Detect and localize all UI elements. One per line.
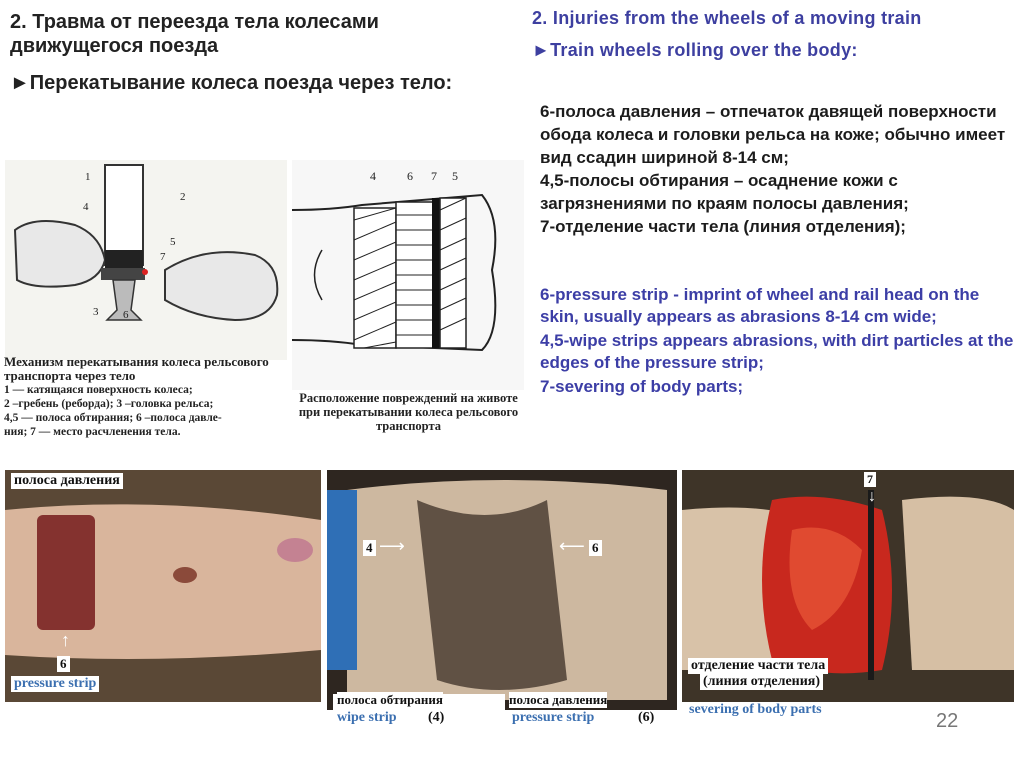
photo-torso-image <box>327 470 677 710</box>
diagram-number: 5 <box>452 169 458 183</box>
diagram-number: 2 <box>180 191 186 203</box>
left-caption-title: Механизм перекатывания колеса рельсового транспорта через тело <box>4 354 269 383</box>
abdomen-injury-diagram <box>292 160 524 390</box>
photo-pressure-strip <box>5 470 321 702</box>
diagram-number: 7 <box>160 251 166 263</box>
ru-desc-item: 7-отделение части тела (линия отделения); <box>540 217 906 236</box>
photo2-label-left-ru: полоса обтирания <box>337 692 443 707</box>
diagram-number: 1 <box>85 171 91 183</box>
ru-desc-item: 6-полоса давления – отпечаток давящей поверхности обода колеса и головки рельса на коже; обычно имеет вид ссадин шириной 8-14 см; <box>540 102 1006 167</box>
left-caption-line: 2 –гребень (реборда); 3 –головка рельса; <box>4 398 214 410</box>
severing-line-7 <box>432 198 440 348</box>
photo3-number: 7 <box>864 472 876 487</box>
diagram-number: 4 <box>370 169 376 183</box>
diagram-number: 6 <box>123 309 129 321</box>
left-caption-line: ния; 7 — место расчленения тела. <box>4 426 181 438</box>
left-diagram-caption <box>4 355 289 439</box>
left-caption-line: 4,5 — полоса обтирания; 6 –полоса давле- <box>4 412 222 424</box>
en-title: 2. Injuries from the wheels of a moving train <box>532 8 922 28</box>
left-arrow-icon: ⟵ <box>559 536 585 556</box>
diagram-number: 3 <box>93 306 99 318</box>
en-desc-item: 4,5-wipe strips appears abrasions, with dirt particles at the edges of the pressure strip; <box>540 331 1014 372</box>
photo2-number-right: 6 <box>589 540 602 556</box>
diagram-number: 7 <box>431 169 437 183</box>
ru-description <box>540 100 1020 238</box>
photo-severing <box>682 470 1014 702</box>
ru-title: 2. Травма от переезда тела колесами движущегося поезда <box>10 11 379 57</box>
right-arrow-icon: ⟶ <box>379 536 405 556</box>
right-diagram-caption: Расположение повреждений на животе при перекатывании колеса рельсового транспорта <box>298 391 519 433</box>
up-arrow-icon: ↑ <box>61 630 70 650</box>
photo-leg-image <box>5 470 321 702</box>
wheel-mechanism-diagram <box>5 160 287 360</box>
photo2-number-left: 4 <box>363 540 376 556</box>
en-desc-item: 7-severing of body parts; <box>540 377 744 396</box>
left-caption-line: 1 — катящаяся поверхность колеса; <box>4 384 193 396</box>
diagram-number: 4 <box>83 201 89 213</box>
photo2-label-left-en: wipe strip <box>337 710 397 725</box>
photo1-bottom-label: pressure strip <box>11 676 99 692</box>
en-desc-item: 6-pressure strip - imprint of wheel and rail head on the skin, usually appears as abrasions 8-14 cm wide; <box>540 285 980 326</box>
photo1-number: 6 <box>57 656 70 672</box>
down-arrow-icon: ↓ <box>868 488 876 505</box>
photo3-label-ru-2: (линия отделения) <box>700 674 823 690</box>
photo2-label-right-en: pressure strip <box>512 710 595 725</box>
ru-bullet: ►Перекатывание колеса поезда через тело: <box>10 72 453 94</box>
page-number: 22 <box>936 710 959 732</box>
photo2-label-left-num: (4) <box>428 710 445 725</box>
diagram-number: 5 <box>170 236 176 248</box>
photo-wipe-pressure-strips <box>327 470 677 710</box>
photo2-label-right-num: (6) <box>638 710 655 725</box>
wipe-strip-5 <box>440 198 466 348</box>
en-description <box>540 284 1020 400</box>
photo3-label-en: severing of body parts <box>686 702 825 718</box>
diagram-number: 6 <box>407 169 413 183</box>
photo2-label-right-ru: полоса давления <box>509 692 608 707</box>
wipe-strip-4 <box>354 208 396 348</box>
ru-desc-item: 4,5-полосы обтирания – осаднение кожи с загрязнениями по краям полосы давления; <box>540 171 909 213</box>
photo3-label-ru-1: отделение части тела <box>688 658 828 674</box>
photo1-top-label: полоса давления <box>11 473 123 489</box>
en-bullet: ►Train wheels rolling over the body: <box>532 40 858 60</box>
